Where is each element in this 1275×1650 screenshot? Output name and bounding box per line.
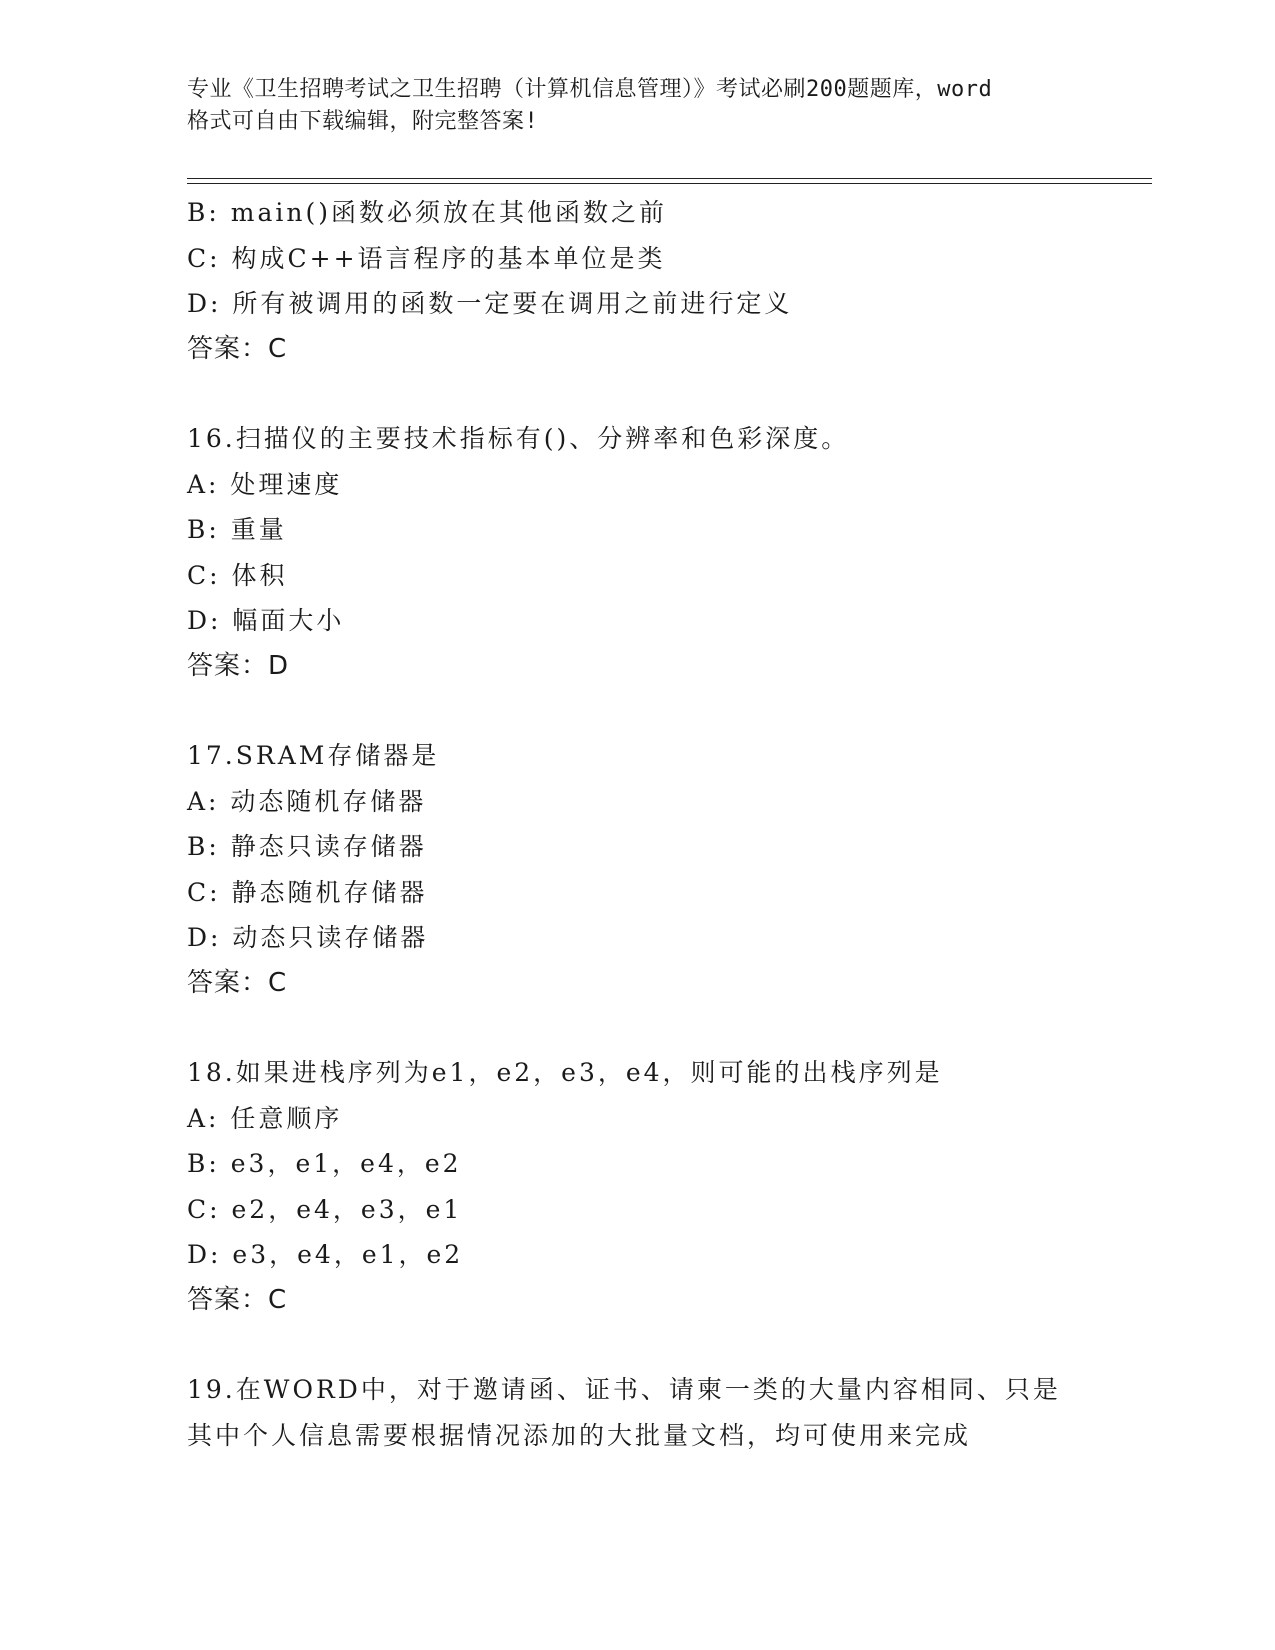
- option-d: D: e3，e4，e1，e2: [187, 1240, 464, 1269]
- header-rule-top: [187, 178, 1152, 179]
- question-stem: 18.如果进栈序列为e1，e2，e3，e4，则可能的出栈序列是: [187, 1058, 943, 1087]
- option-a: A: 处理速度: [187, 469, 343, 499]
- question-18: [187, 1050, 1152, 1323]
- question-17: [187, 733, 1152, 1006]
- option-d: D: 幅面大小: [187, 606, 345, 635]
- document-header: [187, 74, 1087, 138]
- header-rule-bottom: [187, 183, 1152, 184]
- option-c: C: e2，e4，e3，e1: [187, 1194, 463, 1224]
- header-line-2: 格式可自由下载编辑，附完整答案!: [187, 109, 539, 134]
- question-stem: 17.SRAM存储器是: [187, 741, 440, 770]
- question-stem-line-1: 19.在WORD中，对于邀请函、证书、请柬一类的大量内容相同、只是: [187, 1375, 1061, 1404]
- option-c: C: 构成C++语言程序的基本单位是类: [187, 243, 666, 273]
- question-16: [187, 416, 1152, 689]
- option-d: D: 所有被调用的函数一定要在调用之前进行定义: [187, 289, 793, 318]
- question-stem-line-2: 其中个人信息需要根据情况添加的大批量文档，均可使用来完成: [187, 1420, 972, 1450]
- option-b: B: 重量: [187, 515, 287, 544]
- answer: 答案：C: [187, 967, 288, 998]
- question-stem: 16.扫描仪的主要技术指标有()、分辨率和色彩深度。: [187, 424, 850, 453]
- option-d: D: 动态只读存储器: [187, 923, 429, 952]
- answer: 答案：D: [187, 650, 290, 681]
- question-19: [187, 1367, 1152, 1458]
- option-b: B: e3，e1，e4，e2: [187, 1149, 462, 1178]
- option-b: B: 静态只读存储器: [187, 832, 427, 861]
- option-a: A: 任意顺序: [187, 1103, 343, 1133]
- option-b: B: main()函数必须放在其他函数之前: [187, 198, 667, 227]
- option-c: C: 体积: [187, 560, 288, 590]
- header-line-1: 专业《卫生招聘考试之卫生招聘（计算机信息管理）》考试必刷200题题库，word: [187, 77, 993, 102]
- question-15-continued: [187, 190, 1152, 372]
- option-c: C: 静态随机存储器: [187, 877, 428, 907]
- answer: 答案：C: [187, 333, 288, 364]
- answer: 答案：C: [187, 1284, 288, 1315]
- question-content: [187, 190, 1152, 1458]
- option-a: A: 动态随机存储器: [187, 786, 427, 816]
